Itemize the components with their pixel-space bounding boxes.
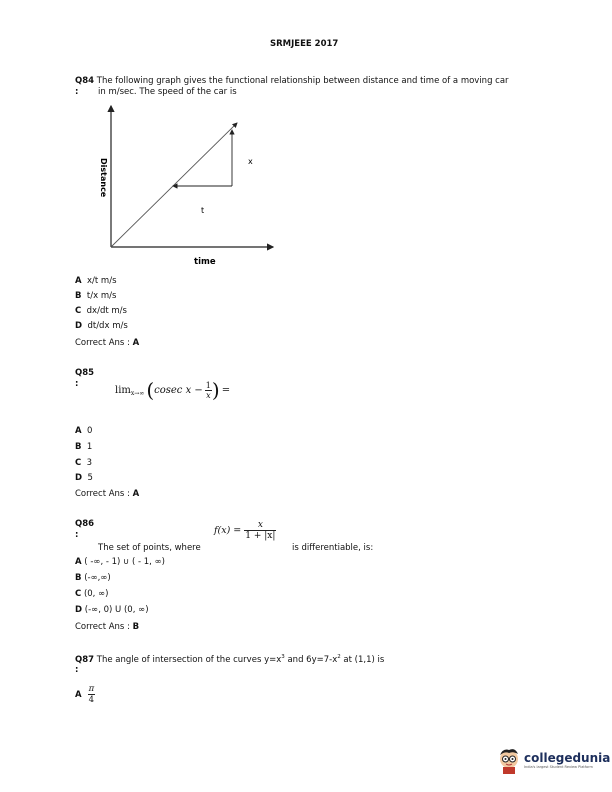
brand-tagline: India's largest Student Review Platform <box>524 765 593 769</box>
q84-option-a: A x/t m/s <box>75 276 117 286</box>
q85-option-b: B 1 <box>75 442 93 452</box>
page-title: SRMJEEE 2017 <box>270 39 339 49</box>
q85-label: Q85 <box>75 368 95 378</box>
q86-text-after: is differentiable, is: <box>292 543 374 553</box>
q84-question-line1 <box>75 76 509 86</box>
q84-option-d: D dt/dx m/s <box>75 321 128 331</box>
q87-question: Q87 The angle of intersection of the curves $y=x^3$ and $6y=7-x^2$ at (1,1) is <box>75 654 385 665</box>
distance-time-graph <box>95 98 285 268</box>
brand-name: collegedunia <box>524 751 611 765</box>
q86-option-b: B (-∞,∞) <box>75 573 111 583</box>
q85-option-d: D 5 <box>75 473 93 483</box>
q85-correct-answer: Correct Ans : A <box>75 489 140 499</box>
q86-option-a: A ( -∞, - 1) ∪ ( - 1, ∞) <box>75 557 165 567</box>
distance-line <box>111 123 237 247</box>
q85-option-a: A 0 <box>75 426 93 436</box>
q84-option-c: C dx/dt m/s <box>75 306 127 316</box>
t-mark: t <box>201 206 205 215</box>
q84-text-line2: in m/sec. The speed of the car is <box>98 87 237 97</box>
q85-colon: : <box>75 379 79 389</box>
x-mark: x <box>248 157 253 166</box>
q84-correct-answer: Correct Ans : A <box>75 338 140 348</box>
q85-option-c: C 3 <box>75 458 93 468</box>
q86-colon: : <box>75 530 79 540</box>
q86-option-d: D (-∞, 0) U (0, ∞) <box>75 605 149 615</box>
q86-text-before: The set of points, where <box>98 543 201 553</box>
q84-option-b: B t/x m/s <box>75 291 117 301</box>
mascot-icon <box>497 747 521 775</box>
q87-colon: : <box>75 665 79 675</box>
x-axis-label: time <box>194 257 216 267</box>
q86-label: Q86 <box>75 519 95 529</box>
q84-text-line1: The following graph gives the functional relationship between distance and time of a moving car <box>96 76 509 86</box>
q85-limit-expression: lim x→∞ ( cosec x − $\frac{1}{x}$ ) = <box>115 378 231 402</box>
q86-correct-answer: Correct Ans : B <box>75 622 140 632</box>
y-axis-label: Distance <box>99 158 108 198</box>
q84-label: Q84 <box>75 76 95 86</box>
q84-colon: : <box>75 87 79 97</box>
q86-function: f(x) = $\frac{x}{1 + |x|}$ <box>214 520 276 541</box>
collegedunia-logo <box>497 747 610 775</box>
q87-option-a: A $\frac{\pi}{4}$ <box>75 684 95 705</box>
q86-option-c: C (0, ∞) <box>75 589 109 599</box>
